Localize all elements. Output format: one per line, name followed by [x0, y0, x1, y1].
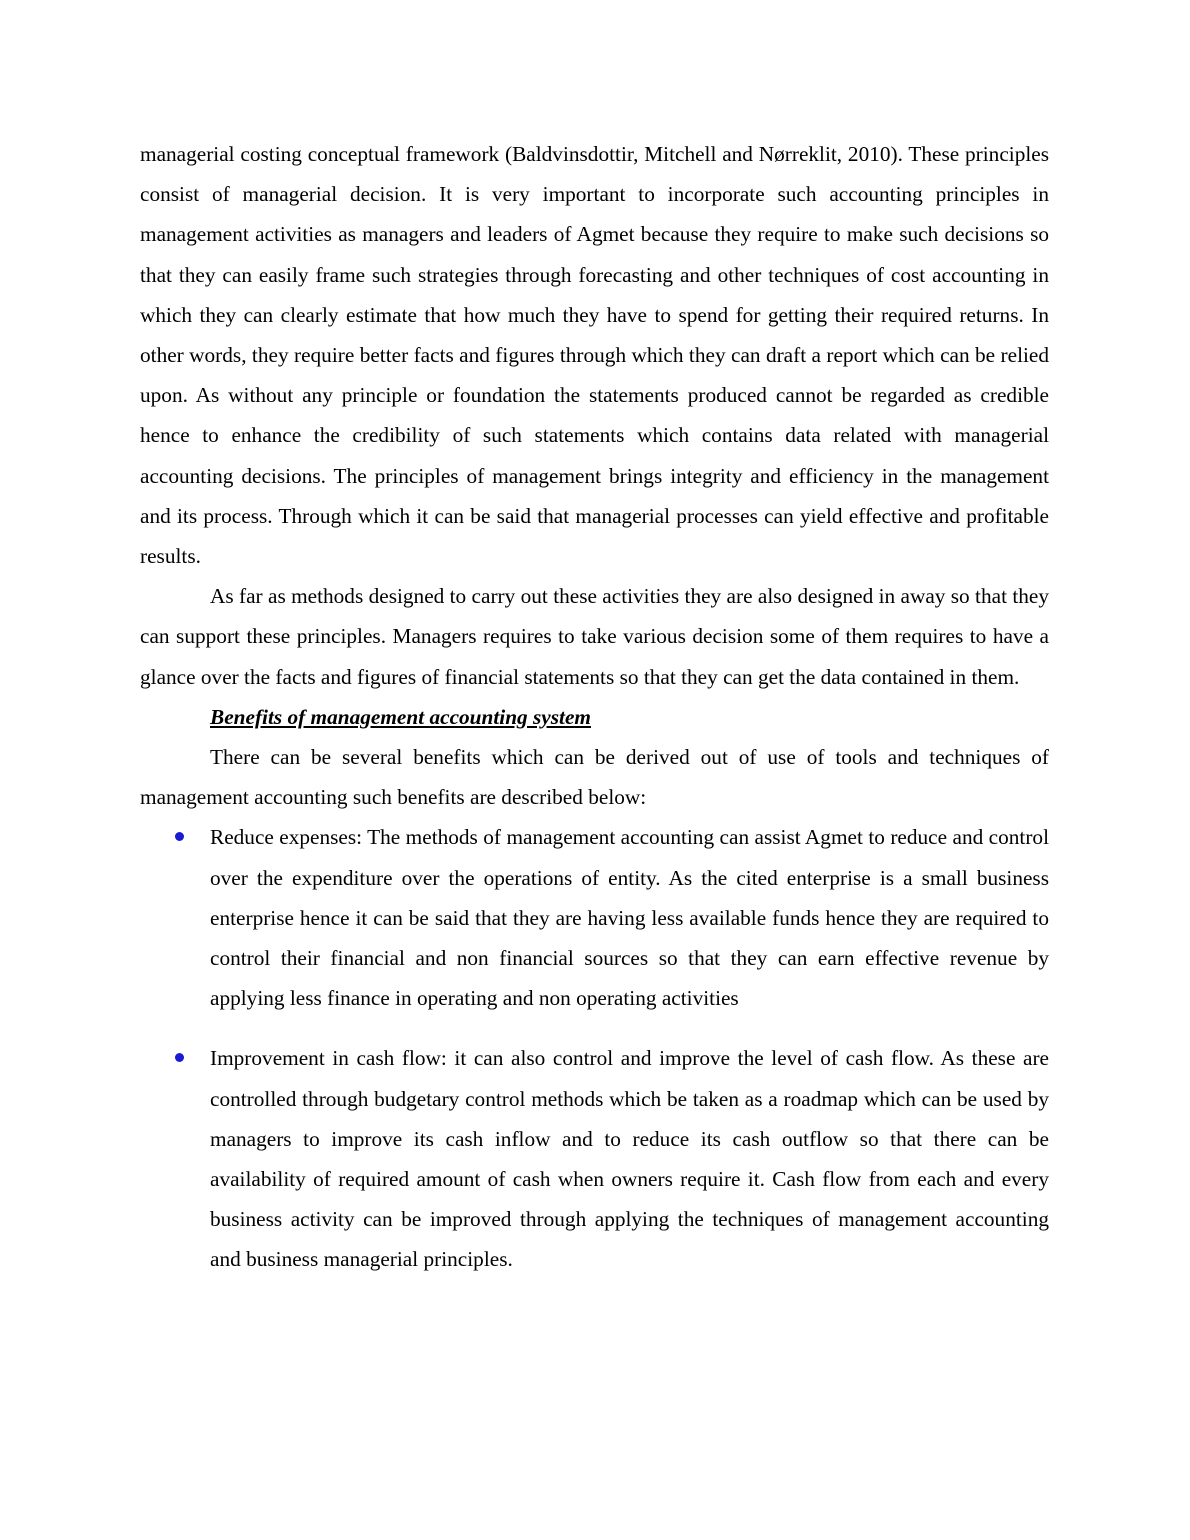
- body-paragraph: As far as methods designed to carry out these activities they are also designed in away so that they can support these principles. Managers requires to take various decision some of them requires to have a glance over the facts and figures of financial statements so that they can get the data contained in them.: [140, 584, 1049, 689]
- section-heading: Benefits of management accounting system: [210, 704, 591, 729]
- document-page: [140, 134, 1049, 1280]
- body-paragraph: managerial costing conceptual framework (Baldvinsdottir, Mitchell and Nørreklit, 2010). These principles consist of managerial decision. It is very important to incorporate such accounting principles in management activities as managers and leaders of Agmet because they require to make such decisions so that they can easily frame such strategies through forecasting and other techniques of cost accounting in which they can clearly estimate that how much they have to spend for getting their required returns. In other words, they require better facts and figures through which they can draft a report which can be relied upon. As without any principle or foundation the statements produced cannot be regarded as credible hence to enhance the credibility of such statements which contains data related with managerial accounting decisions. The principles of management brings integrity and efficiency in the management and its process. Through which it can be said that managerial processes can yield effective and profitable results.: [140, 142, 1049, 569]
- intro-paragraph: There can be several benefits which can be derived out of use of tools and techniques of management accounting such benefits are described below:: [140, 745, 1049, 810]
- bullet-text: Reduce expenses: The methods of management accounting can assist Agmet to reduce and control over the expenditure over the operations of entity. As the cited enterprise is a small business enterprise hence it can be said that they are having less available funds hence they are required to control their financial and non financial sources so that they can earn effective revenue by applying less finance in operating and non operating activities: [210, 825, 1049, 1011]
- bullet-list: [140, 817, 1049, 1279]
- bullet-item: [140, 1038, 1049, 1279]
- bullet-item: [140, 817, 1049, 1018]
- bullet-icon: [175, 1053, 184, 1062]
- bullet-icon: [175, 832, 184, 841]
- bullet-text: Improvement in cash flow: it can also control and improve the level of cash flow. As these are controlled through budgetary control methods which be taken as a roadmap which can be used by managers to improve its cash inflow and to reduce its cash outflow so that there can be availability of required amount of cash when owners require it. Cash flow from each and every business activity can be improved through applying the techniques of management accounting and business managerial principles.: [210, 1046, 1049, 1272]
